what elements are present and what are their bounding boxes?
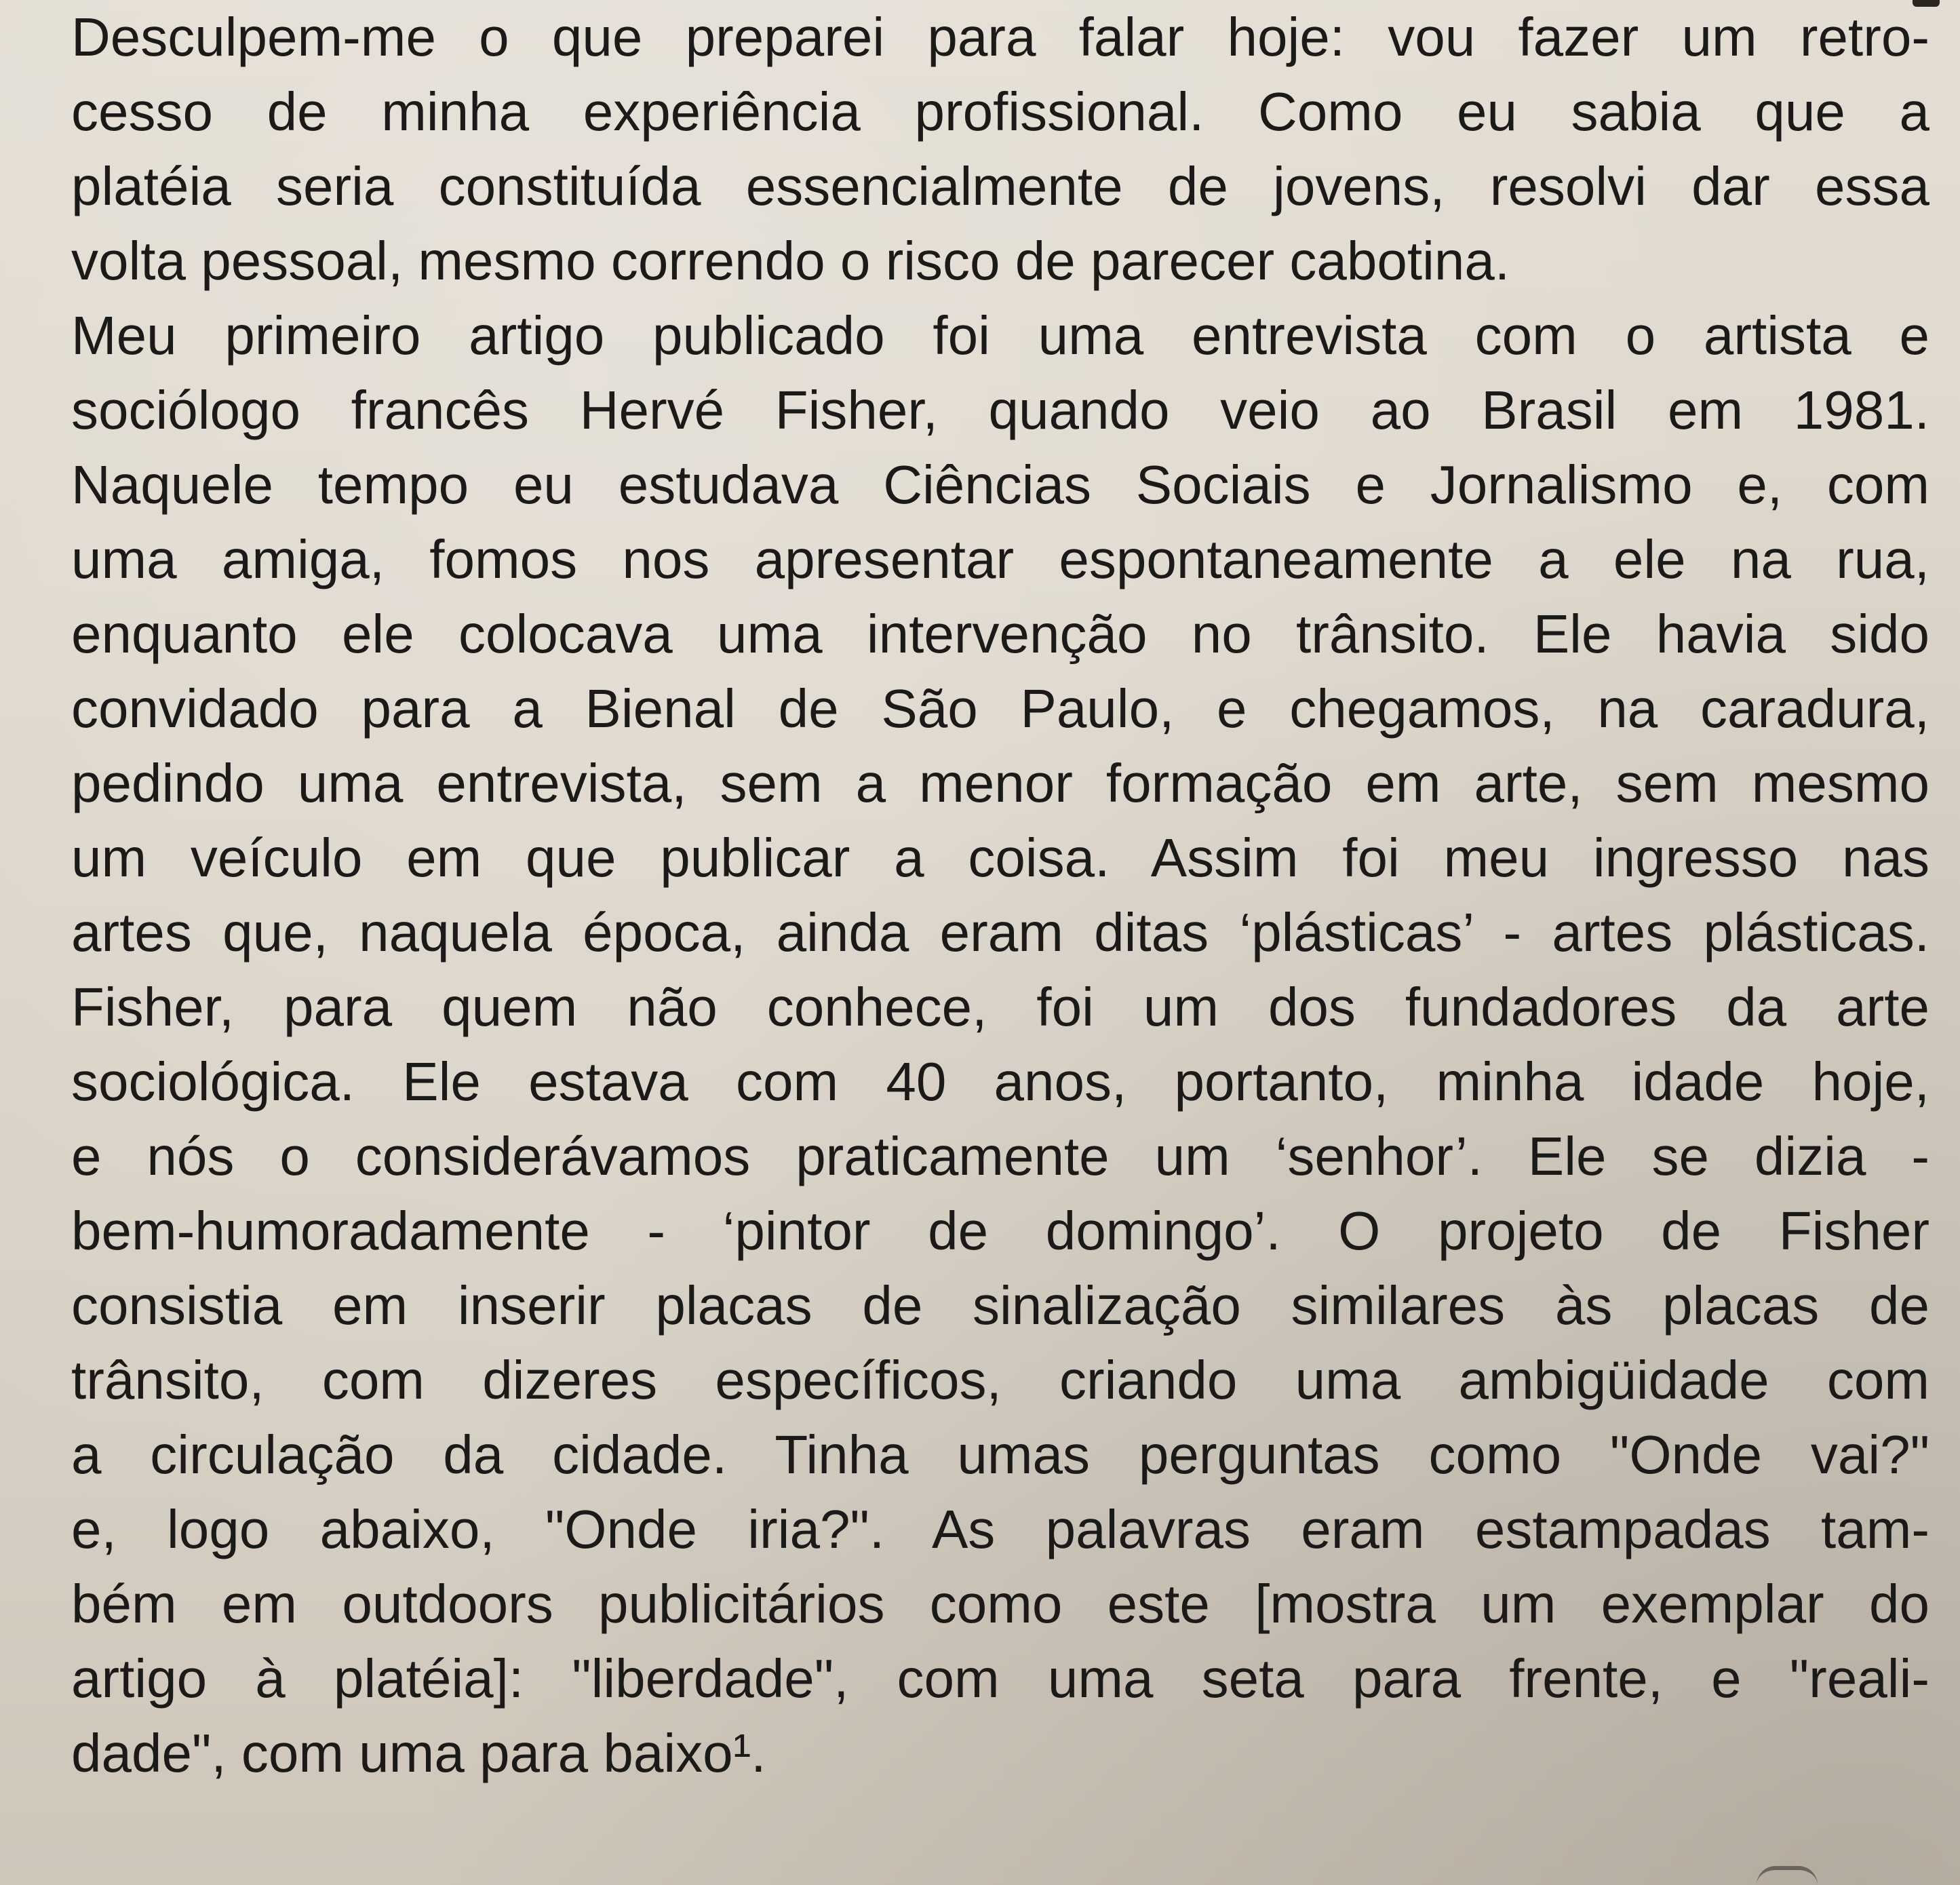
text-line: pedindo uma entrevista, sem a menor formação em arte, sem mesmo — [71, 753, 1929, 813]
text-line: uma amiga, fomos nos apresentar espontaneamente a ele na rua, — [71, 529, 1929, 589]
text-line: enquanto ele colocava uma intervenção no trânsito. Ele havia sido — [71, 604, 1929, 664]
text-line: bém em outdoors publicitários como este [mostra um exemplar do — [71, 1574, 1929, 1634]
text-line: Meu primeiro artigo publicado foi uma entrevista com o artista e — [71, 305, 1929, 366]
next-page-glyph-fragment — [1757, 1866, 1818, 1885]
text-line: sociólogo francês Hervé Fisher, quando veio ao Brasil em 1981. — [71, 380, 1929, 440]
text-line: cesso de minha experiência profissional. Como eu sabia que a — [71, 81, 1929, 142]
text-line: sociológica. Ele estava com 40 anos, portanto, minha idade hoje, — [71, 1051, 1929, 1112]
text-line: dade", com uma para baixo¹. — [71, 1723, 766, 1783]
paragraph-text — [71, 0, 1929, 1791]
text-line: bem-humoradamente - ‘pintor de domingo’. O projeto de Fisher — [71, 1201, 1929, 1261]
text-line: e nós o considerávamos praticamente um ‘senhor’. Ele se dizia - — [71, 1126, 1929, 1186]
text-line: volta pessoal, mesmo correndo o risco de parecer cabotina. — [71, 231, 1510, 291]
text-line: trânsito, com dizeres específicos, criando uma ambigüidade com — [71, 1350, 1929, 1410]
text-line: Desculpem-me o que preparei para falar hoje: vou fazer um retro- — [71, 7, 1929, 67]
text-line: e, logo abaixo, "Onde iria?". As palavras eram estampadas tam- — [71, 1499, 1929, 1559]
text-line: consistia em inserir placas de sinalização similares às placas de — [71, 1275, 1929, 1336]
text-line: a circulação da cidade. Tinha umas perguntas como "Onde vai?" — [71, 1424, 1929, 1485]
text-line: Naquele tempo eu estudava Ciências Sociais e Jornalismo e, com — [71, 454, 1929, 515]
text-line: artigo à platéia]: "liberdade", com uma seta para frente, e "reali- — [71, 1648, 1929, 1709]
text-line: Fisher, para quem não conhece, foi um dos fundadores da arte — [71, 977, 1929, 1037]
text-line: artes que, naquela época, ainda eram ditas ‘plásticas’ - artes plásticas. — [71, 902, 1929, 963]
text-line: platéia seria constituída essencialmente de jovens, resolvi dar essa — [71, 156, 1929, 216]
text-line: convidado para a Bienal de São Paulo, e chegamos, na caradura, — [71, 678, 1929, 739]
text-line: um veículo em que publicar a coisa. Assim foi meu ingresso nas — [71, 828, 1929, 888]
